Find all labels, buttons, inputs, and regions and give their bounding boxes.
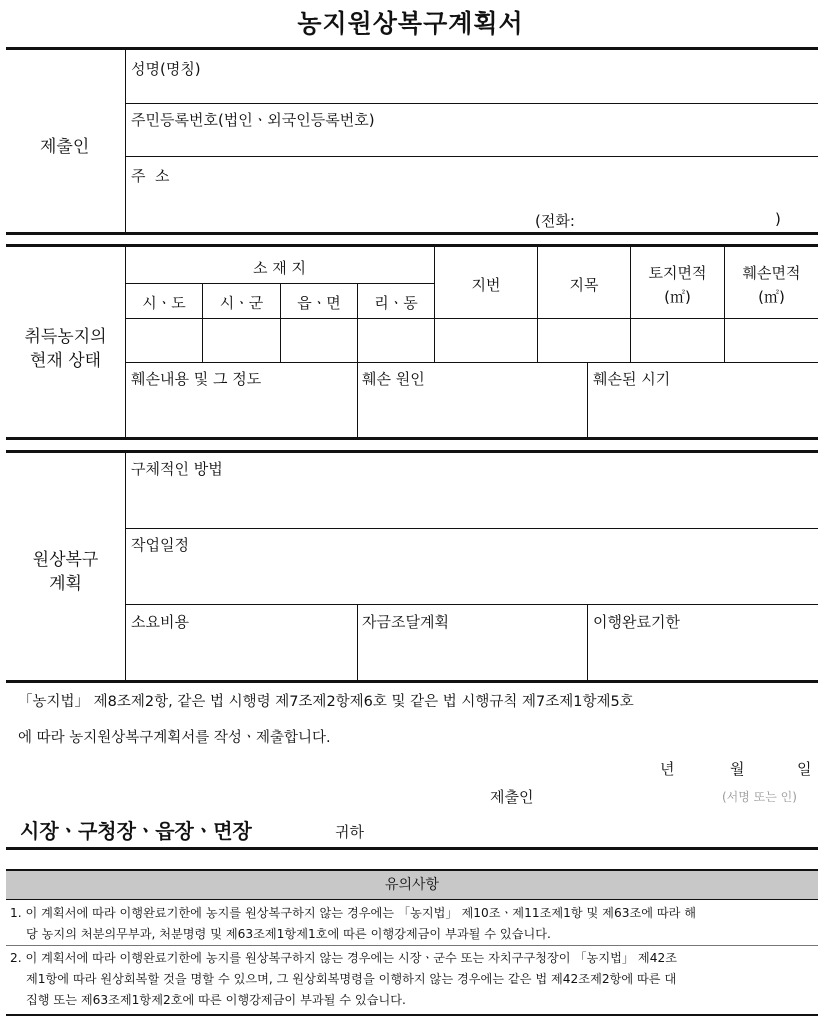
damage-time-label: 훼손된 시기 <box>593 370 671 388</box>
divider <box>357 362 358 438</box>
divider <box>125 156 818 157</box>
notes-bottom-border <box>6 1014 818 1016</box>
deadline-label: 이행완료기한 <box>593 613 680 631</box>
date-day: 일 <box>797 760 812 778</box>
addressee-suffix: 귀하 <box>335 823 364 841</box>
divider <box>125 528 818 529</box>
section-bottom-border <box>6 437 818 440</box>
cost-label: 소요비용 <box>131 613 189 631</box>
section-top-border <box>6 450 818 453</box>
signature-hint: (서명 또는 인) <box>722 790 797 804</box>
divider <box>537 247 538 362</box>
eupmyeon-header: 읍ㆍ면 <box>297 294 341 312</box>
date-year: 년 <box>660 760 675 778</box>
addressee-name: 시장ㆍ구청장ㆍ읍장ㆍ면장 <box>20 819 252 843</box>
divider <box>587 604 588 681</box>
damaged-area-header: 훼손면적 <box>742 264 801 282</box>
section-bottom-border <box>6 232 818 235</box>
location-label: 소 재 지 <box>252 259 306 277</box>
date-month: 월 <box>730 760 745 778</box>
funding-label: 자금조달계획 <box>362 613 449 631</box>
land-area-unit: (㎡) <box>664 288 691 306</box>
statement-line1: 「농지법」 제8조제2항, 같은 법 시행령 제7조제2항제6호 및 같은 법 시행규칙 제7조제1항제5호 <box>18 694 634 710</box>
lot-number-header: 지번 <box>471 276 501 294</box>
id-label: 주민등록번호(법인ㆍ외국인등록번호) <box>131 111 375 129</box>
plan-heading-line2: 계획 <box>49 574 82 594</box>
section-top-border <box>6 47 818 50</box>
section-bottom-border <box>6 847 818 850</box>
plan-heading-line1: 원상복구 <box>32 550 99 570</box>
phone-label: (전화: <box>535 212 575 230</box>
damaged-area-unit: (㎡) <box>758 288 785 306</box>
divider <box>125 50 126 233</box>
address-label: 주 소 <box>131 167 170 185</box>
statement-line2: 에 따라 농지원상복구계획서를 작성ㆍ제출합니다. <box>18 730 331 746</box>
schedule-label: 작업일정 <box>131 536 189 554</box>
divider <box>125 604 818 605</box>
divider <box>587 362 588 438</box>
divider <box>125 318 818 319</box>
note-2-line-1: 2. 이 계획서에 따라 이행완료기한에 농지를 원상복구하지 않는 경우에는 시장ㆍ군수 또는 자치구구청장이 「농지법」 제42조 <box>10 951 677 965</box>
divider <box>434 247 435 362</box>
note-divider <box>6 945 818 946</box>
form-title: 농지원상복구계획서 <box>297 9 524 38</box>
section-top-border <box>6 244 818 247</box>
section-bottom-border <box>6 680 818 683</box>
note-1-line-1: 1. 이 계획서에 따라 이행완료기한에 농지를 원상복구하지 않는 경우에는 「농지법」 제10조ㆍ제11조제1항 및 제63조에 따라 해 <box>10 906 697 920</box>
method-label: 구체적인 방법 <box>131 460 223 478</box>
land-area-header: 토지면적 <box>648 264 707 282</box>
note-2-line-2: 제1항에 따라 원상회복할 것을 명할 수 있으며, 그 원상회복명령을 이행하지 않는 경우에는 같은 법 제42조제2항에 따른 대 <box>26 972 677 986</box>
damage-detail-label: 훼손내용 및 그 정도 <box>131 370 262 388</box>
sido-header: 시ㆍ도 <box>142 294 186 312</box>
divider <box>125 362 818 363</box>
land-category-header: 지목 <box>569 276 599 294</box>
damage-cause-label: 훼손 원인 <box>362 370 425 388</box>
sigun-header: 시ㆍ군 <box>219 294 264 312</box>
divider <box>125 453 126 681</box>
name-label: 성명(명칭) <box>131 60 201 78</box>
notes-heading: 유의사항 <box>6 869 818 900</box>
submitter-heading: 제출인 <box>40 137 90 157</box>
ridong-header: 리ㆍ동 <box>374 294 418 312</box>
note-1-line-2: 당 농지의 처분의무부과, 처분명령 및 제63조제1항제1호에 따른 이행강제금이 부과될 수 있습니다. <box>26 927 551 941</box>
divider <box>125 103 818 104</box>
phone-close: ) <box>775 210 781 228</box>
land-heading-line2: 현재 상태 <box>29 351 102 371</box>
submitter-sign-label: 제출인 <box>490 788 534 806</box>
note-2-line-3: 집행 또는 제63조제1항제2호에 따른 이행강제금이 부과될 수 있습니다. <box>26 993 406 1007</box>
land-heading-line1: 취득농지의 <box>24 327 107 347</box>
divider <box>357 604 358 681</box>
